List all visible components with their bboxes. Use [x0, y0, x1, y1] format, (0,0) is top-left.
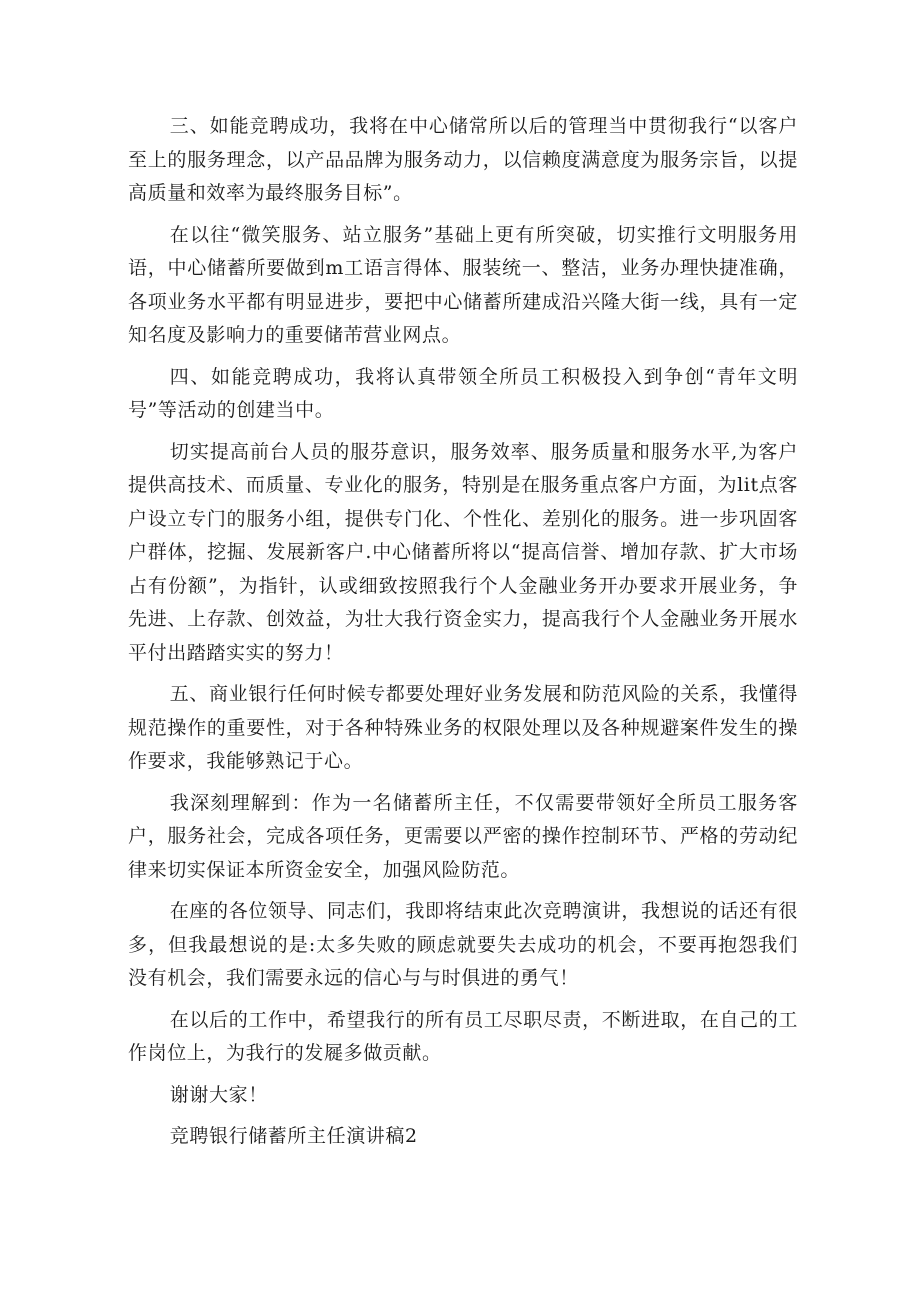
closing-thanks: 谢谢大家！ — [169, 1083, 268, 1106]
paragraph-3: 四、如能竞聘成功，我将认真带领全所员工积极投入到争创“青年文明号”等活动的创建当中。 — [128, 365, 798, 421]
paragraph-2: 在以往“微笑服务、站立服务”基础上更有所突破，切实推行文明服务用语，中心储蓄所要做到m工语言得体、服装统一、整洁，业务办理快捷准确，各项业务水平都有明显进步，要把中心储蓄所建成沿兴隆大街一线，具有一定知名度及影响力的重要储芾营业网点。 — [128, 223, 798, 346]
paragraph-6: 我深刻理解到：作为一名储蓄所主任，不仅需要带领好全所员工服务客户，服务社会，完成各项任务，更需要以严密的操作控制环节、严格的劳动纪律来切实保证本所资金安全，加强风险防范。 — [128, 791, 798, 881]
next-section-title: 竞聘银行储蓄所主任演讲稿2 — [169, 1125, 418, 1147]
paragraph-1: 三、如能竞聘成功，我将在中心储常所以后的管理当中贯彻我行“以客户至上的服务理念，以产品品牌为服务动力，以信赖度满意度为服务宗旨，以提高质量和效率为最终服务目标”。 — [128, 115, 798, 204]
paragraph-7: 在座的各位领导、同志们，我即将结束此次竞聘演讲，我想说的话还有很多，但我最想说的是:太多失败的顾虑就要失去成功的机会，不要再抱怨我们没有机会，我们需要永远的信心与与时俱进的勇气！ — [128, 900, 798, 989]
document-body — [128, 110, 798, 1162]
paragraph-4: 切实提高前台人员的服芬意识，服务效率、服务质量和服务水平,为客户提供高技术、而质量、专业化的服务，特别是在服务重点客户方面，为lit点客户设立专门的服务小组，提供专门化、个性化、差别化的服务。进一步巩固客户群体，挖掘、发展新客户.中心储蓄所将以“提高信誉、增加存款、扩大市场占有份额”，为指针，认或细致按照我行个人金融业务开办要求开展业务，争先进、上存款、创效益，为壮大我行资金实力，提高我行个人金融业务开展水平付出踏踏实实的努力！ — [128, 440, 798, 664]
paragraph-8: 在以后的工作中，希望我行的所有员工尽职尽责，不断进取，在自己的工作岗位上，为我行的发屣多做贡献。 — [128, 1008, 798, 1064]
paragraph-5: 五、商业银行任何时候专都要处理好业务发展和防范风险的关系，我懂得规范操作的重要性，对于各种特殊业务的权限处理以及各种规避案件发生的操作要求，我能够熟记于心。 — [128, 683, 798, 772]
